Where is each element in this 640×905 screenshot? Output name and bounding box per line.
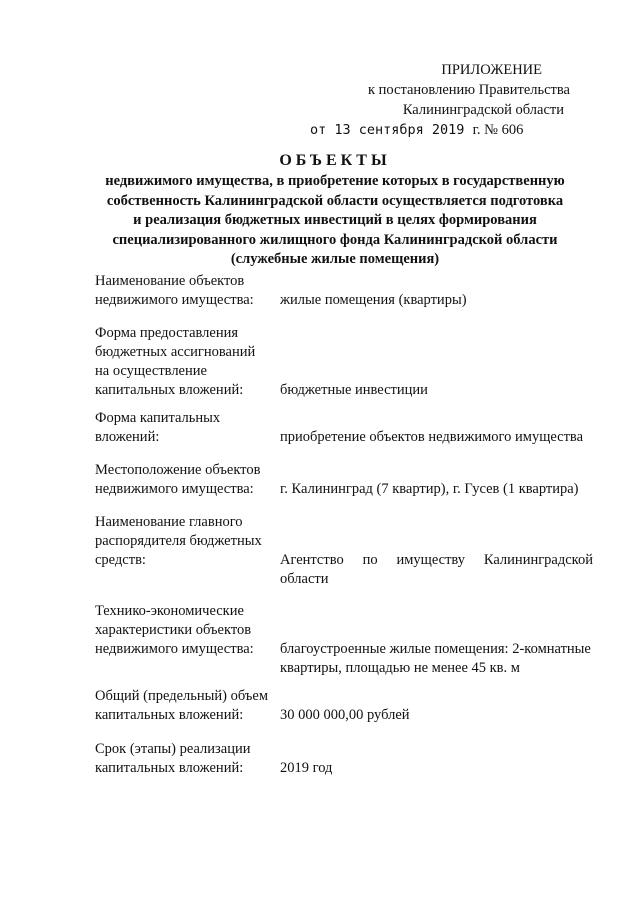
row-label — [95, 740, 275, 778]
document-title: ОБЪЕКТЫ — [279, 152, 391, 169]
row-label — [95, 461, 275, 499]
appendix-date — [310, 120, 570, 140]
row-label — [95, 324, 275, 400]
label-line: Наименование главного — [95, 514, 243, 530]
value-line: квартиры, площадью не менее 45 кв. м — [280, 660, 520, 676]
row-label — [95, 513, 275, 570]
label-line: распорядителя бюджетных — [95, 533, 262, 549]
appendix-header — [310, 60, 570, 140]
appendix-line-resolution: к постановлению Правительства — [368, 82, 570, 98]
appendix-line-region: Калининградской области — [402, 102, 564, 118]
label-line: Местоположение объектов — [95, 462, 261, 478]
document-heading — [70, 150, 600, 270]
label-line: бюджетных ассигнований — [95, 344, 256, 360]
appendix-date-prefix: от 13 сентября 2019 — [310, 122, 465, 138]
row-value — [280, 640, 593, 678]
value-line: области — [280, 571, 329, 587]
row-label — [95, 687, 275, 725]
row-value — [280, 551, 593, 589]
label-line: Общий (предельный) объем — [95, 688, 268, 704]
label-line: капитальных вложений: — [95, 760, 244, 776]
row-label — [95, 602, 275, 659]
row-label — [95, 272, 275, 310]
appendix-title: ПРИЛОЖЕНИЕ — [441, 62, 542, 78]
label-line: недвижимого имущества: — [95, 292, 254, 308]
label-line: Наименование объектов — [95, 273, 245, 289]
subtitle-line: недвижимого имущества, в приобретение которых в государственную — [105, 173, 565, 189]
appendix-date-suffix: г. № 606 — [472, 122, 524, 138]
value-line: благоустроенные жилые помещения: 2-комнатные — [280, 641, 591, 657]
label-line: вложений: — [95, 429, 160, 445]
label-line: характеристики объектов — [95, 622, 252, 638]
row-value: жилые помещения (квартиры) — [280, 292, 467, 308]
label-line: Форма предоставления — [95, 325, 239, 341]
subtitle-line: собственность Калининградской области осуществляется подготовка — [106, 192, 564, 209]
label-line: Срок (этапы) реализации — [95, 741, 251, 757]
value-word: Агентство — [280, 552, 344, 568]
subtitle-line: и реализация бюджетных инвестиций в целях формирования — [133, 212, 537, 228]
label-line: недвижимого имущества: — [95, 481, 254, 497]
label-line: капитальных вложений: — [95, 707, 244, 723]
row-value: 30 000 000,00 рублей — [280, 707, 410, 723]
value-word: имуществу — [396, 552, 466, 568]
row-value: 2019 год — [280, 760, 333, 776]
document-subtitle — [70, 172, 600, 270]
row-value: бюджетные инвестиции — [280, 382, 428, 398]
label-line: на осуществление — [95, 363, 207, 379]
row-value: г. Калининград (7 квартир), г. Гусев (1 квартира) — [280, 481, 579, 497]
label-line: Технико-экономические — [95, 603, 244, 619]
value-word: по — [362, 552, 378, 568]
subtitle-line: (служебные жилые помещения) — [230, 251, 440, 267]
subtitle-line: специализированного жилищного фонда Калининградской области — [112, 231, 558, 248]
row-value: приобретение объектов недвижимого имущества — [280, 429, 584, 445]
value-word: Калининградской — [483, 552, 593, 568]
row-label — [95, 409, 275, 447]
value-line — [280, 551, 593, 570]
label-line: недвижимого имущества: — [95, 641, 254, 657]
label-line: капитальных вложений: — [95, 382, 244, 398]
label-line: средств: — [95, 552, 146, 568]
label-line: Форма капитальных — [95, 410, 221, 426]
